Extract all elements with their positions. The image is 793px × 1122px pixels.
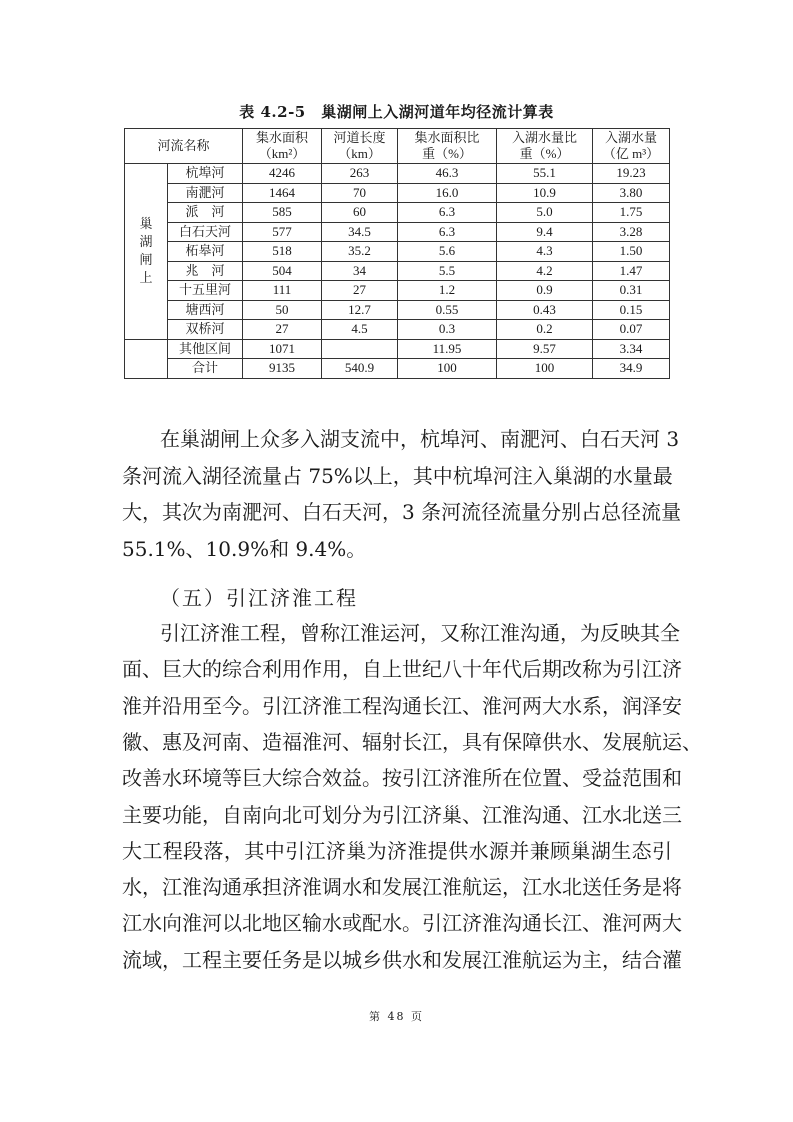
cell-inflow: 0.15 <box>593 300 670 320</box>
header-inflow-ratio <box>497 129 593 164</box>
table-body <box>125 164 670 379</box>
river-name-cell: 柘皋河 <box>168 242 243 262</box>
river-name-cell: 南淝河 <box>168 183 243 203</box>
cell-area-ratio: 16.0 <box>398 183 497 203</box>
cell-length <box>322 339 398 359</box>
text-line: 面、巨大的综合利用作用，自上世纪八十年代后期改称为引江济 <box>122 657 682 682</box>
cell-length: 4.5 <box>322 320 398 340</box>
header-inflow-volume <box>593 129 670 164</box>
river-name-cell: 双桥河 <box>168 320 243 340</box>
river-name-cell: 其他区间 <box>168 339 243 359</box>
table-row <box>125 300 670 320</box>
text-line: 主要功能，自南向北可划分为引江济巢、江淮沟通、江水北送三 <box>122 802 682 827</box>
river-name-cell: 白石天河 <box>168 222 243 242</box>
cell-inflow: 1.47 <box>593 261 670 281</box>
cell-inflow-ratio: 0.43 <box>497 300 593 320</box>
table-row <box>125 203 670 223</box>
cell-area-ratio: 100 <box>398 359 497 379</box>
cell-area: 504 <box>243 261 322 281</box>
text-line: 徽、惠及河南、造福淮河、辐射长江，具有保障供水、发展航运、 <box>122 729 702 754</box>
cell-inflow: 34.9 <box>593 359 670 379</box>
cell-length: 34.5 <box>322 222 398 242</box>
group-label-char: 闸 <box>139 252 153 268</box>
cell-length: 34 <box>322 261 398 281</box>
group-label-char: 上 <box>139 270 153 286</box>
text-line: 改善水环境等巨大综合效益。按引江济淮所在位置、受益范围和 <box>122 766 682 791</box>
text-line: 江水向淮河以北地区输水或配水。引江济淮沟通长江、淮河两大 <box>122 911 682 936</box>
table-row <box>125 320 670 340</box>
cell-area-ratio: 0.3 <box>398 320 497 340</box>
header-unit: 重（%） <box>519 146 570 161</box>
header-line: 集水面积 <box>256 130 309 145</box>
cell-length: 60 <box>322 203 398 223</box>
cell-inflow: 1.50 <box>593 242 670 262</box>
header-line: 入湖水量比 <box>512 130 578 145</box>
river-name-cell: 合计 <box>168 359 243 379</box>
text-line: 水，江淮沟通承担济淮调水和发展江淮航运，江水北送任务是将 <box>122 875 682 900</box>
cell-area: 518 <box>243 242 322 262</box>
text-line: 大工程段落，其中引江济巢为济淮提供水源并兼顾巢湖生态引 <box>122 838 672 863</box>
header-channel-length <box>322 129 398 164</box>
cell-length: 27 <box>322 281 398 301</box>
river-name-cell: 十五里河 <box>168 281 243 301</box>
table-row <box>125 164 670 184</box>
table-header-row <box>125 129 670 164</box>
cell-area: 4246 <box>243 164 322 184</box>
header-line: 河道长度 <box>333 130 386 145</box>
cell-inflow-ratio: 0.2 <box>497 320 593 340</box>
cell-area-ratio: 6.3 <box>398 203 497 223</box>
table-row <box>125 281 670 301</box>
text-line: 流域，工程主要任务是以城乡供水和发展江淮航运为主，结合灌 <box>122 947 682 972</box>
cell-area-ratio: 0.55 <box>398 300 497 320</box>
text-line: 大，其次为南淝河、白石天河，3 条河流径流量分别占总径流量 <box>122 500 682 524</box>
cell-inflow: 0.07 <box>593 320 670 340</box>
cell-area-ratio: 5.5 <box>398 261 497 281</box>
group-label-blank <box>125 339 168 359</box>
cell-inflow-ratio: 4.2 <box>497 261 593 281</box>
cell-length: 12.7 <box>322 300 398 320</box>
table-caption: 表 4.2-5 巢湖闸上入湖河道年均径流计算表 <box>239 103 554 121</box>
river-name-cell: 塘西河 <box>168 300 243 320</box>
cell-inflow: 3.28 <box>593 222 670 242</box>
cell-inflow: 0.31 <box>593 281 670 301</box>
header-unit: 重（%） <box>422 146 472 161</box>
river-name-cell: 杭埠河 <box>168 164 243 184</box>
cell-length: 540.9 <box>322 359 398 379</box>
header-catchment-area <box>243 129 322 164</box>
cell-area: 9135 <box>243 359 322 379</box>
table-row <box>125 261 670 281</box>
header-river-name: 河流名称 <box>125 129 243 164</box>
table-row <box>125 359 670 379</box>
cell-area: 27 <box>243 320 322 340</box>
text-line: 条河流入湖径流量占 75%以上，其中杭埠河注入巢湖的水量最 <box>122 464 673 488</box>
cell-area-ratio: 46.3 <box>398 164 497 184</box>
cell-area-ratio: 1.2 <box>398 281 497 301</box>
cell-inflow-ratio: 10.9 <box>497 183 593 203</box>
cell-inflow-ratio: 9.57 <box>497 339 593 359</box>
table-row <box>125 222 670 242</box>
cell-area: 50 <box>243 300 322 320</box>
group-label-char: 巢 <box>139 216 153 232</box>
group-label-char: 湖 <box>139 234 153 250</box>
river-name-cell: 派 河 <box>168 203 243 223</box>
cell-inflow-ratio: 5.0 <box>497 203 593 223</box>
river-name-cell: 兆 河 <box>168 261 243 281</box>
text-line: 引江济淮工程，曾称江淮运河，又称江淮沟通，为反映其全 <box>160 621 680 645</box>
runoff-table <box>124 128 670 379</box>
header-unit: （亿 m³） <box>602 146 660 161</box>
text-line: 淮并沿用至今。引江济淮工程沟通长江、淮河两大水系，润泽安 <box>122 693 682 718</box>
cell-inflow-ratio: 4.3 <box>497 242 593 262</box>
cell-area: 585 <box>243 203 322 223</box>
header-area-ratio <box>398 129 497 164</box>
text-line: 55.1%、10.9%和 9.4%。 <box>122 537 367 561</box>
page-number: 第 48 页 <box>369 1010 424 1023</box>
cell-inflow-ratio: 100 <box>497 359 593 379</box>
cell-length: 263 <box>322 164 398 184</box>
cell-inflow-ratio: 55.1 <box>497 164 593 184</box>
cell-inflow-ratio: 0.9 <box>497 281 593 301</box>
header-unit: （km²） <box>258 146 306 161</box>
cell-inflow: 1.75 <box>593 203 670 223</box>
cell-length: 70 <box>322 183 398 203</box>
header-unit: （km） <box>338 146 381 161</box>
header-line: 集水面积比 <box>414 130 480 145</box>
cell-area: 577 <box>243 222 322 242</box>
cell-area: 1071 <box>243 339 322 359</box>
cell-area-ratio: 5.6 <box>398 242 497 262</box>
cell-area: 111 <box>243 281 322 301</box>
header-line: 入湖水量 <box>605 130 658 145</box>
table-row <box>125 339 670 359</box>
group-label-blank <box>125 359 168 379</box>
cell-length: 35.2 <box>322 242 398 262</box>
table-row <box>125 242 670 262</box>
text-line: 在巢湖闸上众多入湖支流中，杭埠河、南淝河、白石天河 3 <box>160 427 680 451</box>
cell-area-ratio: 6.3 <box>398 222 497 242</box>
cell-inflow: 19.23 <box>593 164 670 184</box>
cell-area-ratio: 11.95 <box>398 339 497 359</box>
group-label <box>125 164 168 340</box>
cell-inflow: 3.80 <box>593 183 670 203</box>
table-row <box>125 183 670 203</box>
cell-inflow: 3.34 <box>593 339 670 359</box>
section-heading: （五）引江济淮工程 <box>160 586 358 610</box>
cell-inflow-ratio: 9.4 <box>497 222 593 242</box>
cell-area: 1464 <box>243 183 322 203</box>
